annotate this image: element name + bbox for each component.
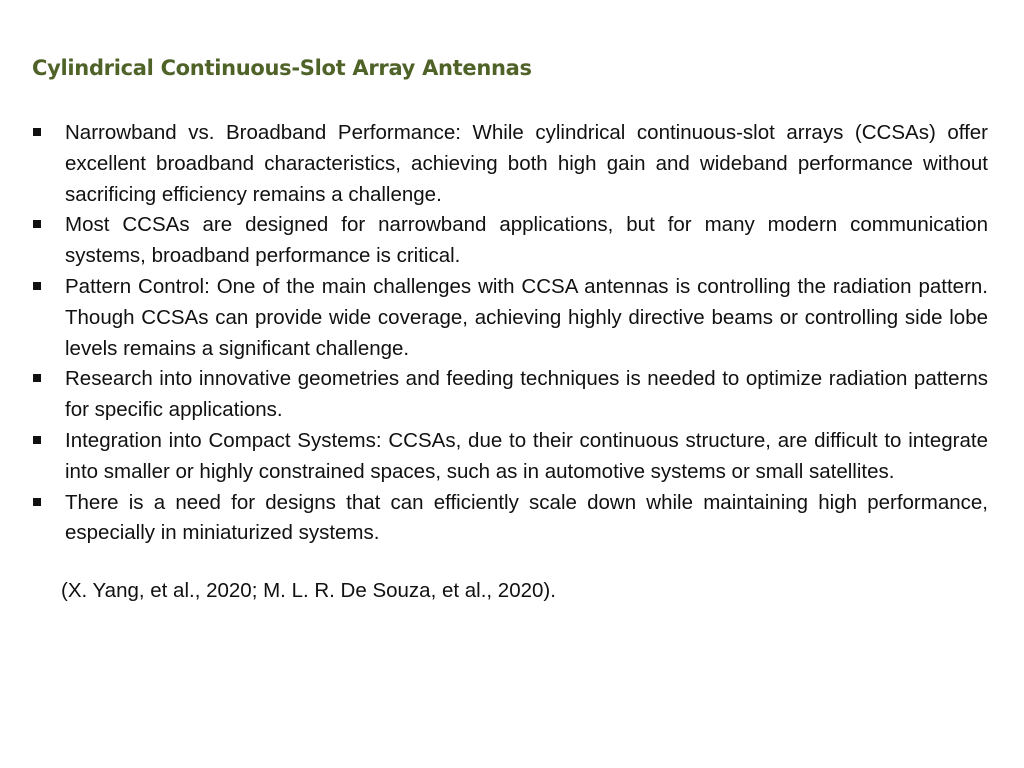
bullet-item [32, 272, 988, 364]
bullet-text: Most CCSAs are designed for narrowband applications, but for many modern communication systems, broadband performance is critical. [65, 213, 988, 268]
bullet-item [32, 488, 988, 550]
bullet-text: Narrowband vs. Broadband Performance: While cylindrical continuous-slot arrays (CCSAs) offer excellent broadband characteristics, achieving both high gain and wideband performance without sacrificing efficiency remains a challenge. [65, 121, 988, 206]
bullet-list [32, 118, 988, 549]
citation: (X. Yang, et al., 2020; M. L. R. De Souza, et al., 2020). [61, 579, 556, 602]
square-bullet-icon [33, 220, 41, 228]
square-bullet-icon [33, 498, 41, 506]
square-bullet-icon [33, 282, 41, 290]
square-bullet-icon [33, 436, 41, 444]
bullet-text: Integration into Compact Systems: CCSAs, due to their continuous structure, are difficult to integrate into smaller or highly constrained spaces, such as in automotive systems or small satellites. [65, 428, 988, 483]
bullet-item [32, 426, 988, 488]
bullet-item [32, 364, 988, 426]
slide-title: Cylindrical Continuous-Slot Array Antennas [32, 56, 532, 80]
bullet-text: There is a need for designs that can efficiently scale down while maintaining high performance, especially in miniaturized systems. [65, 490, 988, 545]
square-bullet-icon [33, 374, 41, 382]
bullet-item [32, 210, 988, 272]
square-bullet-icon [33, 128, 41, 136]
bullet-item [32, 118, 988, 210]
bullet-text: Research into innovative geometries and feeding techniques is needed to optimize radiation patterns for specific applications. [65, 367, 988, 422]
bullet-text: Pattern Control: One of the main challenges with CCSA antennas is controlling the radiation pattern. Though CCSAs can provide wide coverage, achieving highly directive beams or controlling side lobe levels remains a significant challenge. [65, 274, 988, 360]
